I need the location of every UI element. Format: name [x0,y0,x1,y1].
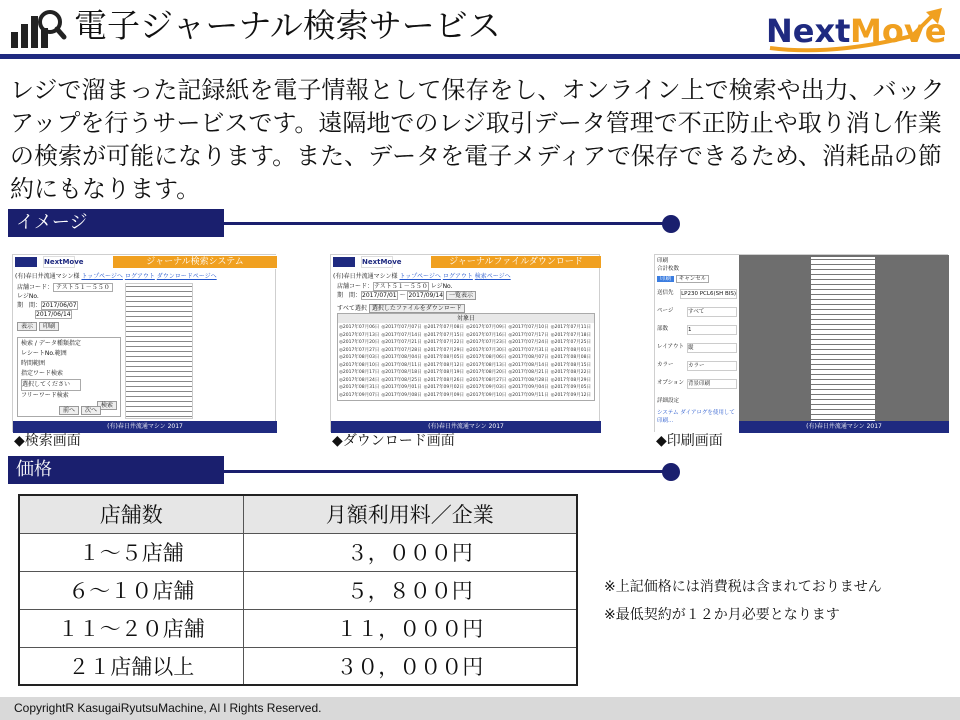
section-line-price [224,470,670,473]
download-date-option[interactable]: ◎2017年07月30日 [465,347,507,353]
download-date-option[interactable]: ◎2017年07月08日 [423,325,464,330]
print-system-dialog-link[interactable]: システム ダイアログを使用して印刷... [657,410,735,424]
price-fee-cell: ３０，０００円 [243,647,577,685]
search-nav-download[interactable]: ダウンロードページへ [156,273,217,280]
price-fee-cell: ５，８００円 [243,571,577,609]
price-stores-cell: １１～２０店舗 [19,609,243,647]
search-banner: ジャーナル検索システム [113,256,277,268]
page-title: 電子ジャーナル検索サービス [74,6,501,45]
search-company: (有)春日井流通マシン様 [15,273,80,280]
download-nav-search[interactable]: 検索ページへ [474,273,511,280]
price-table-header [19,495,577,533]
search-nav-top[interactable]: トップページへ [81,273,123,280]
download-date-option[interactable]: ◎2017年09月02日 [423,385,464,390]
download-date-option[interactable]: ◎2017年09月07日 [339,392,380,398]
download-date-to[interactable]: 2017/09/14 [408,292,444,299]
download-date-option[interactable]: ◎2017年07月14日 [381,332,422,338]
table-row [19,609,577,647]
search-show-button[interactable]: 表示 [17,322,37,331]
download-date-option[interactable]: ◎2017年08月22日 [550,370,591,375]
table-row [19,533,577,571]
search-conditions-button[interactable]: 検索 [97,401,117,410]
download-files-button[interactable]: 選択したファイルをダウンロード [369,304,465,313]
download-date-option[interactable]: ◎2017年07月13日 [339,332,380,338]
download-date-option[interactable]: ◎2017年07月11日 [550,325,591,330]
search-store-label: 店舗コード [17,284,48,291]
download-period-label: 期 間 [337,292,356,299]
download-date-option[interactable]: ◎2017年07月25日 [550,340,591,345]
download-date-option[interactable]: ◎2017年09月01日 [381,385,422,390]
download-date-option[interactable]: ◎2017年07月17日 [508,332,549,338]
print-setting-row [657,289,737,299]
download-date-option[interactable]: ◎2017年09月12日 [550,392,591,398]
search-footer: (有)春日井流通マシン 2017 [13,421,277,433]
logo-text-move: Move [850,12,947,50]
print-title: 印刷 [657,258,669,264]
download-date-option[interactable]: ◎2017年07月15日 [423,332,464,338]
print-setting-label: 部数 [657,326,669,332]
download-date-option[interactable]: ◎2017年08月26日 [423,377,464,383]
print-screen-caption: ◆印刷画面 [656,433,723,449]
print-setting-label: レイアウト [657,344,685,350]
search-period-label: 期 間 [17,302,36,309]
search-receipt-label: レシートNo.範囲 [21,350,67,357]
download-nav-top[interactable]: トップページへ [399,273,441,280]
download-date-option[interactable]: ◎2017年07月21日 [381,340,422,345]
download-date-option[interactable]: ◎2017年09月04日 [508,385,549,390]
search-nav-logout[interactable]: ログアウト [124,273,155,280]
print-setting-value[interactable]: 背景印刷 [687,379,737,389]
download-date-option[interactable]: ◎2017年08月18日 [381,370,422,375]
price-stores-cell: ６～１０店舗 [19,571,243,609]
download-screen-thumbnail: NextMove ジャーナルファイルダウンロード (有)春日井流通マシン様 トップページへ ログアウト 検索ページへ 店舗コード：テスト５１－５５０ レジNo. 期 間：2017/07/01 ～ 2017/09/14 一覧表示 すべて選択 選択したファイルをダウンロード 対象日 ◎2017年07月06日 ◎2017年07月07日 ◎2017年07月08日 ◎2017年07月09日 ◎2017年07月10日 ◎2017年07月11日 ◎2017年07月13日 ◎2017年07月14日 ◎2017年07月15日 ◎2017年07月16日 ◎2017年07月17日 ◎2017年07月18日 ◎2017年07月20日 ◎2017年07月21日 ◎2017年07月22日 ◎2017年07月23日 ◎2017年07月24日 ◎2017年07月25日 ◎2017年07月27日 ◎2017年07月28日 ◎2017年07月29日 ◎2017年07月30日 ◎2017年07月31日 ◎2017年08月01日 ◎2017年08月03日 ◎2017年08月04日 ◎2017年08月05日 ◎2017年08月06日 ◎2017年08月07日 ◎2017年08月08日 ◎2017年08月10日 ◎2017年08月11日 ◎2017年08月12日 ◎2017年08月13日 ◎2017年08月14日 ◎2017年08月15日 ◎2017年08月17日 ◎2017年08月18日 ◎2017年08月19日 ◎2017年08月20日 ◎2017年08月21日 ◎2017年08月22日 ◎2017年08月24日 ◎2017年08月25日 ◎2017年08月26日 ◎2017年08月27日 ◎2017年08月28日 ◎2017年08月29日 ◎2017年08月31日 ◎2017年09月01日 ◎2017年09月02日 ◎2017年09月03日 ◎2017年09月04日 ◎2017年09月05日 ◎2017年09月07日 ◎2017年09月08日 ◎2017年09月09日 ◎2017年09月10日 ◎2017年09月11日 ◎2017年09月12日 (有)春日井流通マシン 2017 [330,254,600,432]
search-prev-button[interactable]: 前へ [59,406,79,415]
search-store-input[interactable]: テスト５１－５５０ [53,283,113,292]
analytics-search-icon [8,4,66,50]
price-table [18,494,578,686]
download-show-button[interactable]: 一覧表示 [446,291,476,300]
section-dot-image [662,215,680,233]
print-setting-value[interactable]: LP230 PCL6(SH BIS) [681,291,736,297]
download-store-label: 店舗コード [337,283,368,290]
download-date-option[interactable]: ◎2017年07月31日 [508,347,549,353]
search-conditions-title: 検索 / データ種類指定 [21,340,81,347]
download-banner: ジャーナルファイルダウンロード [431,256,601,268]
search-journal-preview [125,283,193,419]
intro-text: レジで溜まった記録紙を電子情報として保存をし、オンライン上で検索や出力、バックアップを行うサービスです。遠隔地でのレジ取引データ管理で不正防止や取り消し作業の検索が可能になります。また、データを電子メディアで保存できるため、消耗品の節約にもなります。 [10,76,945,203]
price-fee-cell: ３，０００円 [243,533,577,571]
download-date-option[interactable]: ◎2017年09月09日 [423,392,464,398]
print-cancel-button[interactable]: キャンセル [676,275,710,283]
print-setting-value[interactable]: カラー [687,361,737,371]
download-date-option[interactable]: ◎2017年09月11日 [508,392,549,398]
download-date-option[interactable]: ◎2017年09月03日 [465,385,507,390]
download-date-option[interactable]: ◎2017年07月23日 [465,340,507,345]
print-setting-value[interactable]: 1 [687,325,737,335]
download-date-option[interactable]: ◎2017年07月24日 [508,340,549,345]
download-date-option[interactable]: ◎2017年08月03日 [339,355,380,360]
price-fee-cell: １１，０００円 [243,609,577,647]
download-date-option[interactable]: ◎2017年08月31日 [339,385,380,390]
download-date-option[interactable]: ◎2017年07月18日 [550,332,591,338]
download-date-option[interactable]: ◎2017年08月08日 [550,355,591,360]
download-date-option[interactable]: ◎2017年07月16日 [465,332,507,338]
download-date-option[interactable]: ◎2017年08月05日 [423,355,464,360]
download-date-option[interactable]: ◎2017年08月25日 [381,377,422,383]
tax-note: ※上記価格には消費税は含まれておりません [604,579,882,595]
download-register-label: レジNo. [430,283,453,290]
print-setting-label: ページ [657,308,674,314]
logo-text-next: Next [766,12,851,50]
download-date-option[interactable]: ◎2017年07月07日 [381,325,422,330]
download-date-option[interactable]: ◎2017年08月14日 [508,362,549,368]
print-detail-link[interactable]: 詳細設定 [657,398,680,404]
download-date-option[interactable]: ◎2017年08月07日 [508,355,549,360]
download-date-option[interactable]: ◎2017年08月21日 [508,370,549,375]
download-date-option[interactable]: ◎2017年08月11日 [381,362,422,368]
section-line-image [224,222,670,225]
print-setting-row [657,379,737,389]
search-screen-thumbnail: NextMove ジャーナル検索システム (有)春日井流通マシン様 トップページへ ログアウト ダウンロードページへ 店舗コード： テスト５１－５５０ レジNo. 期 間：2017/06/07 2017/06/14 表示 印刷 検索 / データ種類指定 レシートNo.範囲 時間範囲 指定ワード検索 選択してください フリーワード検索 検索 前へ 次へ (有)春日井流通マシン 2017 [12,254,276,432]
print-setting-label: カラー [657,362,674,368]
download-date-option[interactable]: ◎2017年08月15日 [550,362,591,368]
header-rule [0,54,960,59]
search-date-from[interactable]: 2017/06/07 [42,302,77,309]
price-header-stores: 店舗数 [19,495,243,533]
print-setting-row [657,361,737,371]
download-date-option[interactable]: ◎2017年09月08日 [381,392,422,398]
print-screen-thumbnail [654,254,948,432]
download-date-option[interactable]: ◎2017年09月05日 [550,385,591,390]
section-label-price: 価格 [8,456,224,484]
download-date-option[interactable]: ◎2017年08月29日 [550,377,591,383]
download-date-option[interactable]: ◎2017年08月20日 [465,370,507,375]
print-setting-label: 送信先 [657,290,674,296]
copyright-footer: CopyrightR KasugaiRyutsuMachine, Al l Rights Reserved. [0,697,960,720]
print-sheet-count: 合計枚数 [657,266,680,272]
download-date-from[interactable]: 2017/07/01 [362,292,397,299]
price-stores-cell: ２１店舗以上 [19,647,243,685]
download-date-option[interactable]: ◎2017年08月10日 [339,362,380,368]
download-date-option[interactable]: ◎2017年07月29日 [423,347,464,353]
section-dot-price [662,463,680,481]
download-date-option[interactable]: ◎2017年07月10日 [508,325,549,330]
download-date-option[interactable]: ◎2017年08月01日 [550,347,591,353]
print-button[interactable]: 印刷 [657,276,674,282]
section-label-image: イメージ [8,209,224,237]
download-date-option[interactable]: ◎2017年08月28日 [508,377,549,383]
search-free-label: フリーワード検索 [21,392,69,399]
download-date-option[interactable]: ◎2017年08月04日 [381,355,422,360]
download-store-input[interactable]: テスト５１－５５０ [374,283,428,290]
download-nav-logout[interactable]: ログアウト [442,273,473,280]
download-select-all[interactable]: すべて選択 [337,305,367,312]
download-date-option[interactable]: ◎2017年08月17日 [339,370,380,375]
price-stores-cell: １～５店舗 [19,533,243,571]
download-date-option[interactable]: ◎2017年07月22日 [423,340,464,345]
download-date-option[interactable]: ◎2017年08月13日 [465,362,507,368]
print-footer: (有)春日井流通マシン 2017 [739,421,949,433]
download-date-option[interactable]: ◎2017年07月06日 [339,325,380,330]
search-register-label: レジNo. [17,293,39,300]
print-setting-value[interactable]: 縦 [687,343,737,353]
print-setting-row [657,325,737,335]
download-screen-caption: ◆ダウンロード画面 [332,433,455,449]
print-preview-page [811,257,875,421]
table-row [19,571,577,609]
price-header-fee: 月額利用料／企業 [243,495,577,533]
download-date-option[interactable]: ◎2017年07月27日 [339,347,380,353]
download-footer: (有)春日井流通マシン 2017 [331,421,601,433]
print-settings [657,289,737,389]
print-setting-value[interactable]: すべて [687,307,737,317]
search-time-label: 時間範囲 [21,360,46,367]
search-keyword-select[interactable]: 選択してください [21,379,81,391]
search-print-button[interactable]: 印刷 [39,322,59,331]
download-date-option[interactable]: ◎2017年08月06日 [465,355,507,360]
contract-note: ※最低契約が１２か月必要となります [604,607,840,623]
search-next-button[interactable]: 次へ [81,406,101,415]
download-date-option[interactable]: ◎2017年07月20日 [339,340,380,345]
search-screen-caption: ◆検索画面 [14,433,81,449]
download-date-option[interactable]: ◎2017年08月27日 [465,377,507,383]
search-keyword-label: 指定ワード検索 [21,370,64,377]
download-company: (有)春日井流通マシン様 [333,273,398,280]
download-date-option[interactable]: ◎2017年09月10日 [465,392,507,398]
download-date-option[interactable]: ◎2017年07月09日 [465,325,507,330]
print-setting-row [657,343,737,353]
download-date-option[interactable]: ◎2017年08月12日 [423,362,464,368]
download-list-header: 対象日 [338,314,594,323]
download-date-option[interactable]: ◎2017年08月24日 [339,377,380,383]
search-date-to[interactable]: 2017/06/14 [36,311,71,318]
download-date-option[interactable]: ◎2017年08月19日 [423,370,464,375]
download-date-grid [338,323,594,400]
print-setting-label: オプション [657,380,685,386]
table-row [19,647,577,685]
download-date-option[interactable]: ◎2017年07月28日 [381,347,422,353]
print-setting-row [657,307,737,317]
next-move-logo [762,6,954,52]
